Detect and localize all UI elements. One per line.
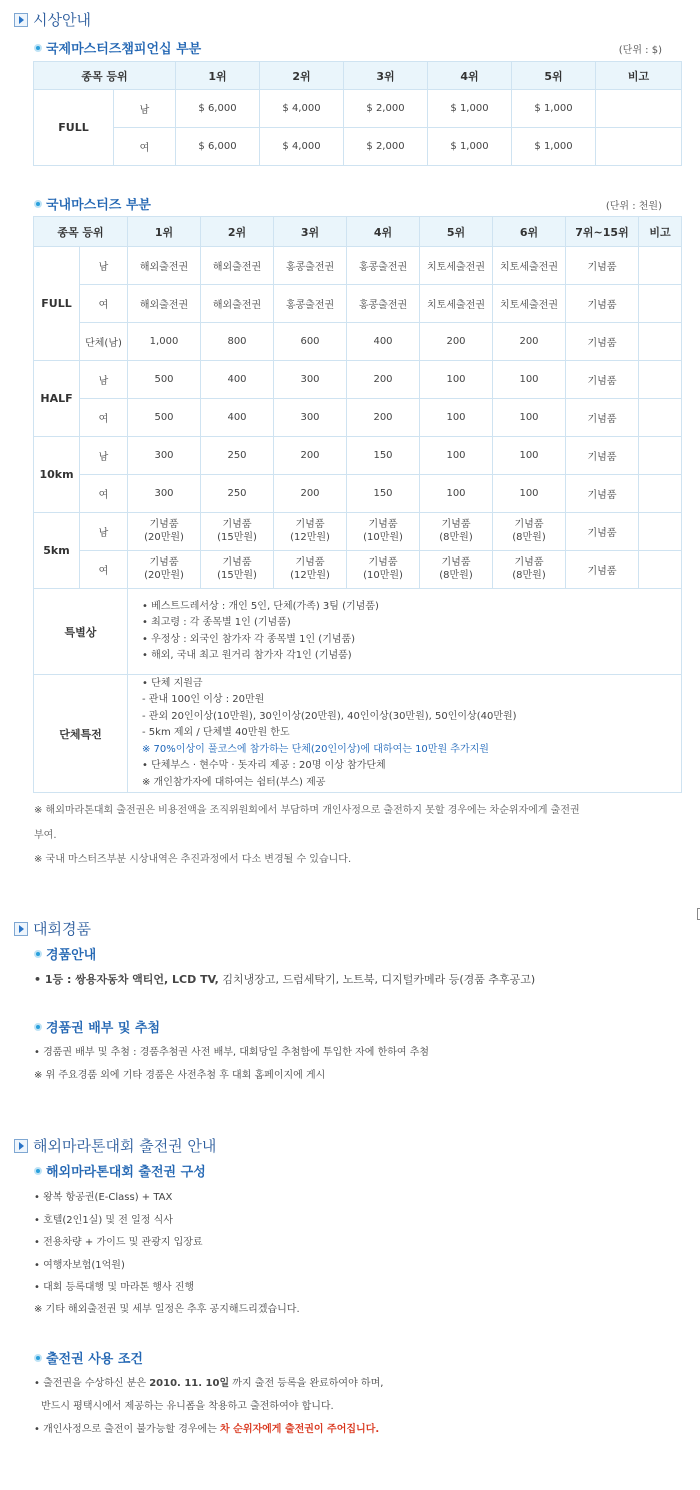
value-cell [420, 551, 493, 589]
value-cell: 기념품 [566, 361, 639, 399]
condition-line: 반드시 평택시에서 제공하는 유니폼을 착용하고 출전하여야 합니다. [41, 1401, 334, 1412]
subsection-title: 해외마라톤대회 출전권 구성 [46, 1165, 206, 1180]
table-header-cell: 종목 등위 [34, 62, 176, 90]
value-cell: 기념품 [566, 399, 639, 437]
condition-line [34, 1420, 379, 1435]
table-row [34, 437, 682, 475]
value-cell: 800 [201, 323, 274, 361]
value-cell: 300 [274, 399, 347, 437]
table-row [34, 247, 682, 285]
table-header-cell: 종목 등위 [34, 217, 128, 247]
compose-line: • 왕복 항공권(E-Class) + TAX [34, 1192, 173, 1203]
subsection-prize-guide [34, 944, 96, 963]
value-cell: 200 [493, 323, 566, 361]
table-header-cell: 7위~15위 [566, 217, 639, 247]
value-line: (20만원) [144, 531, 184, 543]
value-cell: 기념품 [566, 513, 639, 551]
note-cell [639, 399, 682, 437]
bullet-dot-icon [34, 1023, 42, 1031]
value-cell: 치토세출전권 [420, 285, 493, 323]
unit-label: (단위 : 천원) [605, 201, 662, 212]
value-cell [274, 513, 347, 551]
value-cell: $ 1,000 [428, 90, 512, 128]
gender-cell: 남 [80, 437, 128, 475]
special-award-line: • 우정상 : 외국인 참가자 각 종목별 1인 (기념품) [142, 633, 356, 645]
arrow-box-icon [14, 1139, 28, 1153]
value-cell: 200 [420, 323, 493, 361]
value-line: 기념품 [222, 557, 252, 568]
intl-prize-table [33, 61, 682, 166]
gender-cell: 여 [80, 551, 128, 589]
condition-text: • 개인사정으로 출전이 불가능할 경우에는 [34, 1424, 221, 1435]
bullet-dot-icon [34, 1354, 42, 1362]
value-line: (20만원) [144, 569, 184, 581]
subsection-title: 경품권 배부 및 추첨 [46, 1021, 161, 1036]
value-cell [128, 551, 201, 589]
table-header-cell: 2위 [201, 217, 274, 247]
special-award-content [128, 589, 682, 675]
value-cell: 400 [201, 399, 274, 437]
group-benefit-line: • 단체 지원금 [142, 677, 203, 689]
value-cell: 100 [493, 437, 566, 475]
value-cell: $ 1,000 [512, 90, 596, 128]
value-cell: 기념품 [566, 551, 639, 589]
value-cell: 기념품 [566, 323, 639, 361]
subsection-intl [34, 38, 201, 57]
value-cell: 100 [493, 475, 566, 513]
condition-line [34, 1374, 383, 1389]
value-cell: 150 [347, 437, 420, 475]
table-header-cell: 1위 [176, 62, 260, 90]
table-header-cell: 비고 [596, 62, 682, 90]
prize-main-rest: 김치냉장고, 드럼세탁기, 노트북, 디지털카메라 등(경품 추후공고) [218, 973, 536, 986]
event-cell: 10km [34, 437, 80, 513]
value-cell: 해외출전권 [128, 247, 201, 285]
value-cell: $ 2,000 [344, 90, 428, 128]
value-cell: 해외출전권 [201, 247, 274, 285]
value-cell: $ 2,000 [344, 128, 428, 166]
prize-dist-line: ※ 위 주요경품 외에 기타 경품은 사전추첨 후 대회 홈페이지에 게시 [34, 1070, 326, 1081]
subsection-title: 국제마스터즈챔피언십 부분 [46, 42, 202, 57]
prize-main-line [34, 971, 535, 987]
value-cell [347, 513, 420, 551]
value-line: (8만원) [512, 531, 546, 543]
domestic-prize-table [33, 216, 682, 793]
value-cell: 기념품 [566, 285, 639, 323]
value-cell: 300 [128, 475, 201, 513]
value-line: 기념품 [441, 519, 471, 530]
group-benefit-line: ※ 70%이상이 풀코스에 참가하는 단체(20인이상)에 대하여는 10만원 추가지원 [142, 743, 489, 755]
condition-highlight: 차 순위자에게 출전권이 주어집니다. [220, 1424, 380, 1435]
value-cell: $ 4,000 [260, 90, 344, 128]
table-row [34, 513, 682, 551]
value-cell: 100 [420, 399, 493, 437]
value-cell: $ 6,000 [176, 128, 260, 166]
value-cell: 300 [274, 361, 347, 399]
subsection-domestic [34, 194, 151, 213]
compose-line: • 전용차량 + 가이드 및 관광지 입장료 [34, 1237, 203, 1248]
value-line: (8만원) [439, 569, 473, 581]
value-cell: 홍콩출전권 [347, 285, 420, 323]
value-cell: 해외출전권 [128, 285, 201, 323]
value-cell: 100 [493, 361, 566, 399]
table-row [34, 551, 682, 589]
value-cell: 기념품 [566, 475, 639, 513]
value-cell [347, 551, 420, 589]
value-cell: $ 1,000 [428, 128, 512, 166]
value-line: 기념품 [368, 519, 398, 530]
special-award-label: 특별상 [34, 589, 128, 675]
table-row [34, 361, 682, 399]
table-row [34, 399, 682, 437]
value-cell [128, 513, 201, 551]
value-cell: 150 [347, 475, 420, 513]
arrow-box-icon [14, 13, 28, 27]
condition-text: 까지 출전 등록을 완료하여야 하며, [229, 1378, 384, 1389]
value-cell: 200 [274, 475, 347, 513]
gender-cell: 남 [80, 513, 128, 551]
note-cell [639, 437, 682, 475]
special-award-line: • 최고령 : 각 종목별 1인 (기념품) [142, 617, 291, 628]
note-line: ※ 해외마라톤대회 출전권은 비용전액을 조직위원회에서 부담하며 개인사정으로 출전하지 못할 경우에는 차순위자에게 출전권 [34, 805, 580, 816]
table-header-cell: 3위 [274, 217, 347, 247]
value-cell: 1,000 [128, 323, 201, 361]
subsection-compose [34, 1161, 206, 1180]
value-line: (8만원) [439, 531, 473, 543]
value-cell [201, 513, 274, 551]
note-line: 부여. [34, 830, 57, 841]
value-cell [493, 551, 566, 589]
value-line: (12만원) [290, 569, 330, 581]
note-cell [596, 128, 682, 166]
value-cell: 기념품 [566, 247, 639, 285]
group-benefit-line: - 관외 20인이상(10만원), 30인이상(20만원), 40인이상(30만원), 50인이상(40만원) [142, 710, 517, 722]
value-cell: 100 [420, 437, 493, 475]
prize-main-bold: • 1등 : 쌍용자동차 액티언, LCD TV, [34, 973, 219, 986]
section-title-text: 해외마라톤대회 출전권 안내 [33, 1137, 217, 1155]
value-line: 기념품 [368, 557, 398, 568]
table-row [34, 475, 682, 513]
value-line: (15만원) [217, 569, 257, 581]
value-cell: 치토세출전권 [420, 247, 493, 285]
value-cell [274, 551, 347, 589]
value-line: (10만원) [363, 569, 403, 581]
note-cell [639, 513, 682, 551]
event-cell: HALF [34, 361, 80, 437]
value-cell: 600 [274, 323, 347, 361]
table-header-cell: 4위 [428, 62, 512, 90]
value-cell: 기념품 [566, 437, 639, 475]
value-cell: $ 1,000 [512, 128, 596, 166]
group-benefit-row [34, 675, 682, 793]
value-line: 기념품 [222, 519, 252, 530]
bullet-dot-icon [34, 1167, 42, 1175]
group-benefit-label: 단체특전 [34, 675, 128, 793]
subsection-conditions [34, 1348, 143, 1367]
value-cell: 100 [420, 361, 493, 399]
condition-text: • 출전권을 수상하신 분은 [34, 1378, 150, 1389]
value-line: (10만원) [363, 531, 403, 543]
gender-cell: 남 [80, 361, 128, 399]
note-cell [596, 90, 682, 128]
special-award-row [34, 589, 682, 675]
section-title-text: 시상안내 [33, 11, 91, 29]
value-cell: 500 [128, 399, 201, 437]
value-cell: 100 [420, 475, 493, 513]
value-line: (15만원) [217, 531, 257, 543]
prize-dist-line: • 경품권 배부 및 추첨 : 경품추첨권 사전 배부, 대회당일 추첨함에 투입한 자에 한하여 추첨 [34, 1047, 430, 1058]
gender-cell: 남 [80, 247, 128, 285]
unit-label: (단위 : $) [618, 45, 662, 56]
value-line: 기념품 [295, 557, 325, 568]
value-cell: 200 [347, 399, 420, 437]
event-cell: 5km [34, 513, 80, 589]
arrow-box-icon [14, 922, 28, 936]
bullet-dot-icon [34, 44, 42, 52]
value-line: 기념품 [149, 519, 179, 530]
section-title-text: 대회경품 [33, 920, 91, 938]
note-cell [639, 551, 682, 589]
value-line: 기념품 [514, 557, 544, 568]
table-row [34, 285, 682, 323]
note-cell [639, 247, 682, 285]
value-cell: 치토세출전권 [493, 285, 566, 323]
group-benefit-line: - 5km 제외 / 단체별 40만원 한도 [142, 727, 290, 739]
gender-cell: 여 [80, 399, 128, 437]
compose-line: • 대회 등록대행 및 마라톤 행사 진행 [34, 1282, 195, 1293]
value-line: 기념품 [514, 519, 544, 530]
table-header-cell: 4위 [347, 217, 420, 247]
event-cell: FULL [34, 90, 114, 166]
value-line: 기념품 [149, 557, 179, 568]
gender-cell: 남 [114, 90, 176, 128]
bullet-dot-icon [34, 200, 42, 208]
subsection-title: 출전권 사용 조건 [46, 1352, 143, 1367]
value-line: (12만원) [290, 531, 330, 543]
value-cell: 400 [347, 323, 420, 361]
value-line: 기념품 [295, 519, 325, 530]
value-cell: 홍콩출전권 [274, 247, 347, 285]
table-row [34, 90, 682, 128]
value-cell: 300 [128, 437, 201, 475]
event-cell: FULL [34, 247, 80, 361]
gender-cell: 여 [114, 128, 176, 166]
table-header-cell: 3위 [344, 62, 428, 90]
group-benefit-content [128, 675, 682, 793]
section-title-prizes [14, 918, 91, 939]
note-cell [639, 361, 682, 399]
compose-line: • 여행자보험(1억원) [34, 1260, 125, 1271]
value-cell: 400 [201, 361, 274, 399]
value-cell: 홍콩출전권 [347, 247, 420, 285]
table-row [34, 128, 682, 166]
value-cell: $ 6,000 [176, 90, 260, 128]
gender-cell: 여 [80, 475, 128, 513]
gender-cell: 단체(남) [80, 323, 128, 361]
condition-date: 2010. 11. 10일 [149, 1378, 230, 1389]
subsection-prize-dist [34, 1017, 160, 1036]
subsection-title: 경품안내 [46, 948, 97, 963]
special-award-line: • 해외, 국내 최고 원거리 참가자 각1인 (기념품) [142, 650, 352, 661]
note-cell [639, 475, 682, 513]
value-cell [493, 513, 566, 551]
section-title-overseas [14, 1135, 216, 1156]
value-cell: 500 [128, 361, 201, 399]
bullet-dot-icon [34, 950, 42, 958]
value-cell: 해외출전권 [201, 285, 274, 323]
value-cell: 치토세출전권 [493, 247, 566, 285]
value-cell [201, 551, 274, 589]
special-award-line: • 베스트드레서상 : 개인 5인, 단체(가족) 3팀 (기념품) [142, 600, 379, 612]
group-benefit-line: • 단체부스 · 현수막 · 돗자리 제공 : 20명 이상 참가단체 [142, 760, 386, 772]
value-cell: 250 [201, 437, 274, 475]
value-cell: 200 [347, 361, 420, 399]
group-benefit-line: - 관내 100인 이상 : 20만원 [142, 694, 265, 706]
gender-cell: 여 [80, 285, 128, 323]
note-cell [639, 323, 682, 361]
table-header-cell: 6위 [493, 217, 566, 247]
value-line: 기념품 [441, 557, 471, 568]
value-cell: $ 4,000 [260, 128, 344, 166]
table-header-cell: 5위 [420, 217, 493, 247]
group-benefit-line: ※ 개인참가자에 대하여는 쉼터(부스) 제공 [142, 776, 326, 788]
note-cell [639, 285, 682, 323]
value-cell: 100 [493, 399, 566, 437]
table-row [34, 323, 682, 361]
value-cell [420, 513, 493, 551]
subsection-title: 국내마스터즈 부분 [46, 198, 151, 213]
compose-line: ※ 기타 해외출전권 및 세부 일정은 추후 공지해드리겠습니다. [34, 1304, 300, 1315]
compose-line: • 호텔(2인1실) 및 전 일정 식사 [34, 1215, 173, 1226]
note-line: ※ 국내 마스터즈부분 시상내역은 추진과정에서 다소 변경될 수 있습니다. [34, 854, 352, 865]
table-header-cell: 비고 [639, 217, 682, 247]
table-header-cell: 1위 [128, 217, 201, 247]
table-header-cell: 5위 [512, 62, 596, 90]
value-cell: 200 [274, 437, 347, 475]
section-title-awards [14, 9, 91, 30]
value-cell: 250 [201, 475, 274, 513]
value-cell: 홍콩출전권 [274, 285, 347, 323]
table-header-cell: 2위 [260, 62, 344, 90]
value-line: (8만원) [512, 569, 546, 581]
